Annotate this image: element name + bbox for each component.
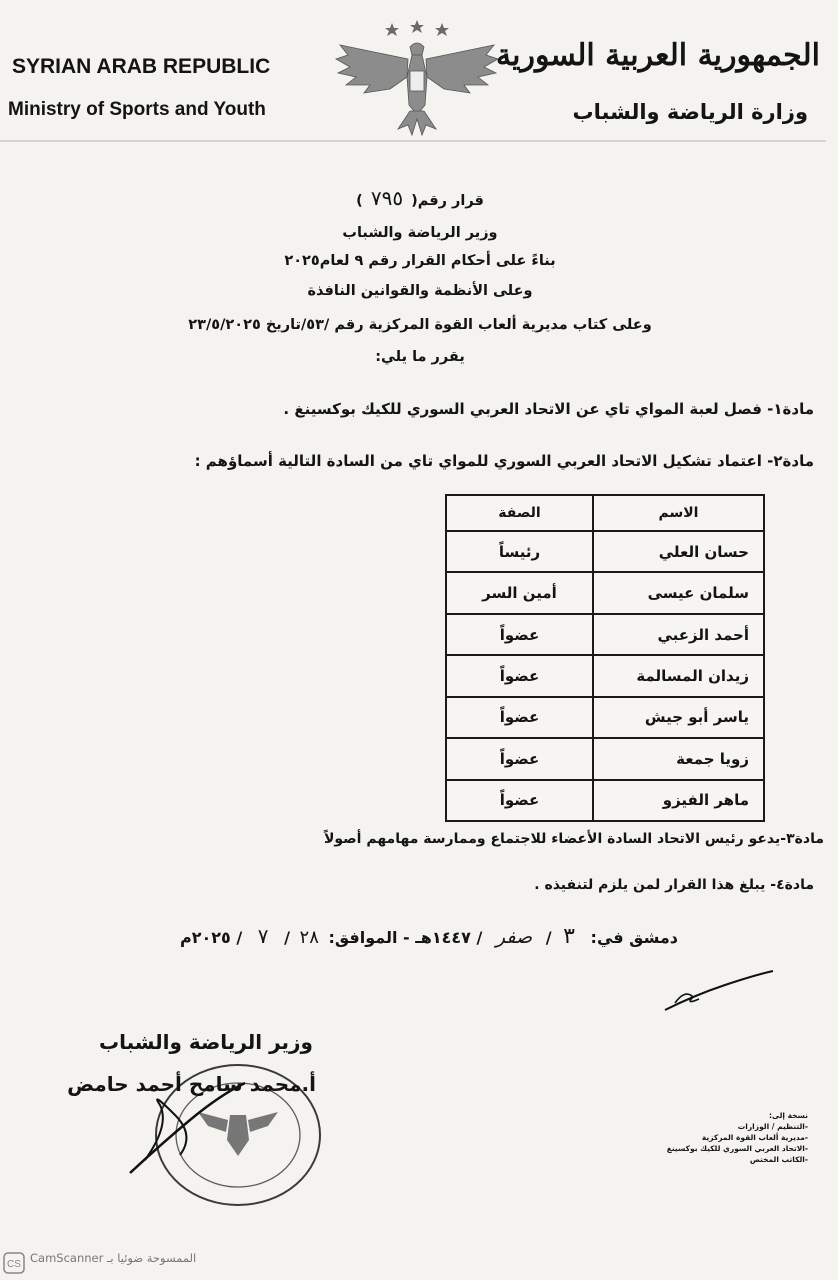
basis-line: بناءً على أحكام القرار رقم ٩ لعام٢٠٢٥ — [284, 253, 556, 269]
scanner-prefix: الممسوحة ضوئيا بـ — [107, 1251, 197, 1265]
decree-label: قرار رقم( — [411, 193, 484, 209]
preamble-block — [120, 186, 720, 376]
distribution-list — [667, 1110, 808, 1165]
camscanner-logo-icon — [3, 1252, 25, 1274]
list-item: -الاتحاد العربي السوري للكيك بوكسينغ — [666, 1144, 808, 1153]
member-role: رئيساً — [446, 531, 593, 572]
svg-text:CS: CS — [7, 1259, 21, 1270]
table-header-row — [446, 495, 764, 531]
table-row — [446, 697, 764, 738]
members-table — [445, 494, 765, 822]
header-divider — [0, 140, 826, 142]
republic-ar-heading: الجمهورية العربية السورية — [496, 38, 820, 73]
table-row — [446, 572, 764, 613]
header-name: الاسم — [593, 495, 764, 531]
distribution-heading: نسخة إلى: — [769, 1111, 808, 1120]
laws-line: وعلى الأنظمة والقوانين النافذة — [307, 283, 533, 299]
date-agreed: - الموافق: — [328, 928, 410, 947]
date-place: دمشق في: — [590, 928, 678, 947]
greg-year: ٢٠٢٥م — [179, 928, 231, 947]
issuer-line: وزير الرياضة والشباب — [342, 225, 498, 241]
hijri-year: ١٤٤٧هـ — [415, 928, 471, 947]
republic-en-heading: SYRIAN ARAB REPUBLIC — [12, 55, 271, 78]
scanner-watermark — [30, 1251, 196, 1265]
decree-close: ) — [356, 193, 363, 209]
eagle-emblem-icon — [330, 15, 505, 140]
member-role: عضواً — [446, 614, 593, 655]
header-role: الصفة — [446, 495, 593, 531]
hijri-day: ٣ — [563, 924, 575, 949]
list-item: -التنظيم / الوزارات — [737, 1122, 808, 1131]
greg-month: ٧ — [257, 924, 269, 948]
list-item: -مديرية ألعاب القوة المركزية — [701, 1133, 808, 1142]
ministry-en-heading: Ministry of Sports and Youth — [8, 99, 266, 120]
decree-number-line — [120, 186, 720, 210]
article-3: مادة٣-يدعو رئيس الاتحاد السادة الأعضاء للاجتماع وممارسة مهامهم أصولاً — [323, 831, 824, 847]
decree-number: ٧٩٥ — [370, 186, 404, 210]
member-name: زويا جمعة — [593, 738, 764, 779]
hijri-month: صفر — [495, 926, 533, 948]
table-row — [446, 614, 764, 655]
greg-day: ٢٨ — [299, 927, 319, 948]
list-item: -الكاتب المختص — [749, 1155, 808, 1164]
member-role: عضواً — [446, 738, 593, 779]
member-name: حسان العلي — [593, 531, 764, 572]
table-row — [446, 655, 764, 696]
letter-line: وعلى كتاب مديرية ألعاب القوة المركزية رقم /٥٣/تاريخ ٢٣/٥/٢٠٢٥ — [188, 317, 652, 333]
scanner-label: CamScanner — [30, 1251, 104, 1265]
decides-line: يقرر ما يلي: — [375, 349, 465, 365]
initials-scribble-icon — [655, 965, 775, 1015]
member-name: ياسر أبو جيش — [593, 697, 764, 738]
date-line: دمشق في: ٣ / صفر / ١٤٤٧هـ - الموافق: ٢٨ / ٧ / ٢٠٢٥م — [179, 924, 678, 949]
article-2: مادة٢- اعتماد تشكيل الاتحاد العربي السوري للمواي تاي من السادة التالية أسماؤهم : — [194, 452, 814, 470]
table-row — [446, 738, 764, 779]
member-role: عضواً — [446, 697, 593, 738]
article-4: مادة٤- يبلغ هذا القرار لمن يلزم لتنفيذه . — [534, 877, 814, 893]
member-name: أحمد الزعبي — [593, 614, 764, 655]
signatory-title: وزير الرياضة والشباب — [98, 1030, 313, 1054]
member-name: سلمان عيسى — [593, 572, 764, 613]
member-name: زيدان المسالمة — [593, 655, 764, 696]
member-name: ماهر الفيزو — [593, 780, 764, 821]
article-1: مادة١- فصل لعبة المواي تاي عن الاتحاد العربي السوري للكيك بوكسينغ . — [283, 400, 814, 418]
member-role: عضواً — [446, 655, 593, 696]
signatory-name: أ.محمد سامح أحمد حامض — [67, 1072, 316, 1096]
member-role: عضواً — [446, 780, 593, 821]
member-role: أمين السر — [446, 572, 593, 613]
table-row — [446, 780, 764, 821]
table-row — [446, 531, 764, 572]
ministry-ar-heading: وزارة الرياضة والشباب — [572, 100, 808, 124]
